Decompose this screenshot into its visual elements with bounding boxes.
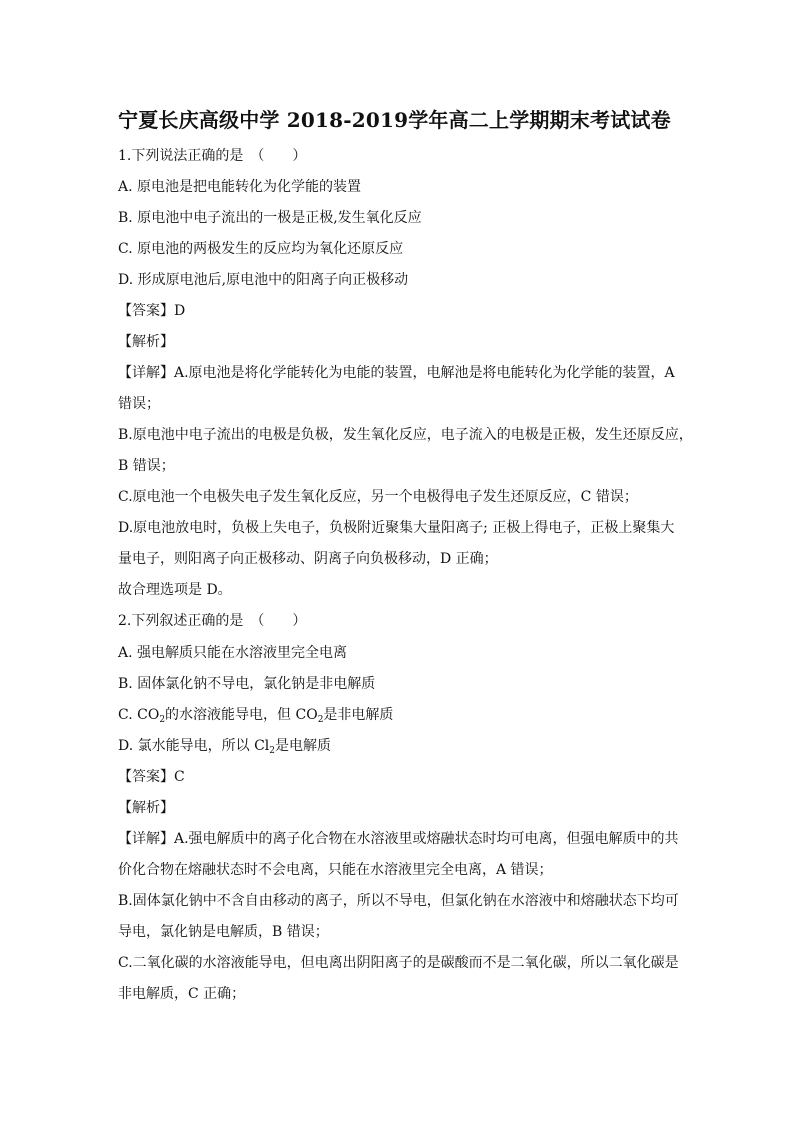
q2-detail-line: 导电，氯化钠是电解质，B 错误； <box>118 924 329 940</box>
q1-conclusion: 故合理选项是 D。 <box>118 582 232 598</box>
q2-detail-line: 价化合物在熔融状态时不会电离，只能在水溶液里完全电离，A 错误； <box>118 862 553 878</box>
q1-option-d: D. 形成原电池后,原电池中的阳离子向正极移动 <box>118 272 409 288</box>
page-title: 宁夏长庆高级中学 2018-2019学年高二上学期期末考试试卷 <box>118 108 671 132</box>
q2-option-c-text: 是非电解质 <box>323 707 394 723</box>
q1-analysis-heading: 【解析】 <box>118 334 174 350</box>
q2-option-d-text: 是电解质 <box>275 738 331 754</box>
subscript: 2 <box>269 746 275 756</box>
q2-detail-line: 非电解质，C 正确； <box>118 986 246 1002</box>
q2-analysis-heading: 【解析】 <box>118 800 174 816</box>
q2-option-d <box>118 738 331 759</box>
q1-detail-line: D.原电池放电时，负极上失电子，负极附近聚集大量阳离子; 正极上得电子，正极上聚集大 <box>118 520 675 536</box>
subscript: 2 <box>159 715 166 725</box>
q1-detail-line: 【详解】A.原电池是将化学能转化为电能的装置，电解池是将电能转化为化学能的装置，A <box>118 365 675 381</box>
subscript: 2 <box>317 715 324 725</box>
q1-detail-line: 量电子，则阳离子向正极移动、阴离子向负极移动，D 正确； <box>118 551 498 567</box>
q2-option-c-text: C. CO <box>118 707 160 723</box>
q2-option-b: B. 固体氯化钠不导电，氯化钠是非电解质 <box>118 676 376 692</box>
q1-detail-line: B.原电池中电子流出的电极是负极，发生氧化反应，电子流入的电极是正极，发生还原反应， <box>118 427 693 443</box>
q1-option-a: A. 原电池是把电能转化为化学能的装置 <box>118 179 362 195</box>
q1-answer: 【答案】D <box>118 303 186 319</box>
q2-option-c-text: 的水溶液能导电，但 CO <box>165 707 318 723</box>
q2-stem: 2.下列叙述正确的是 （ ） <box>118 613 307 629</box>
q2-option-a: A. 强电解质只能在水溶液里完全电离 <box>118 645 348 661</box>
q2-detail-line: C.二氧化碳的水溶液能导电，但电离出阴阳离子的是碳酸而不是二氧化碳，所以二氧化碳是 <box>118 955 679 971</box>
q1-detail-line: B 错误； <box>118 458 175 474</box>
q1-stem: 1.下列说法正确的是 （ ） <box>118 148 307 164</box>
q1-option-c: C. 原电池的两极发生的反应均为氧化还原反应 <box>118 241 404 257</box>
q2-detail-line: 【详解】A.强电解质中的离子化合物在水溶液里或熔融状态时均可电离，但强电解质中的共 <box>118 831 679 847</box>
q2-answer: 【答案】C <box>118 769 185 785</box>
q1-detail-line: C.原电池一个电极失电子发生氧化反应，另一个电极得电子发生还原反应，C 错误； <box>118 489 638 505</box>
q1-detail-line: 错误； <box>118 396 160 412</box>
q1-option-b: B. 原电池中电子流出的一极是正极,发生氧化反应 <box>118 210 422 226</box>
q2-option-c <box>118 707 393 728</box>
q2-detail-line: B.固体氯化钠中不含自由移动的离子，所以不导电，但氯化钠在水溶液中和熔融状态下均可 <box>118 893 679 909</box>
q2-option-d-text: D. 氯水能导电，所以 Cl <box>118 738 270 754</box>
